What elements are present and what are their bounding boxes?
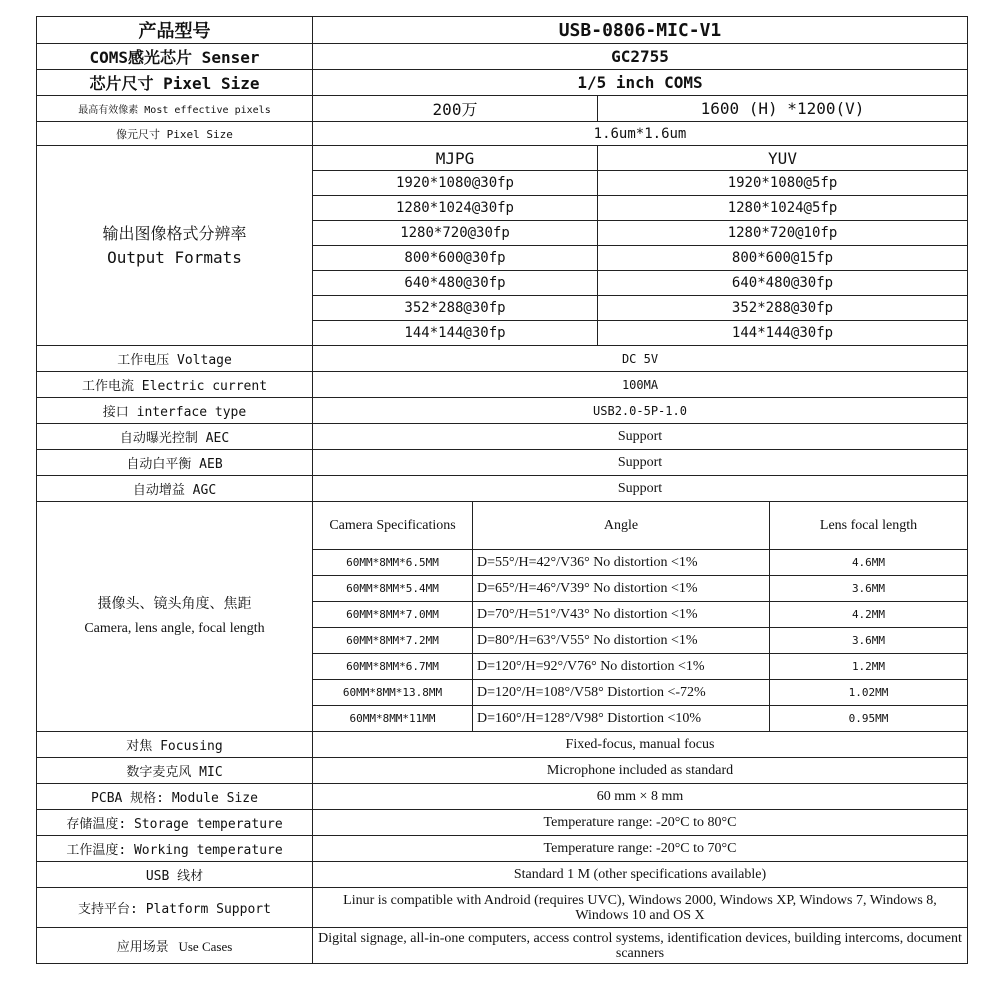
focusing-value: Fixed-focus, manual focus [313,732,968,758]
model-value: USB-0806-MIC-V1 [313,17,968,44]
use-cases-value: Digital signage, all-in-one computers, access control systems, identification devices, building intercoms, document scanners [313,928,968,964]
output-formats-header-row [37,146,968,171]
module-size-label: PCBA 规格: Module Size [37,784,313,810]
aeb-label: 自动白平衡 AEB [37,450,313,476]
row-agc [37,476,968,502]
camera-spec-cell: 60MM*8MM*13.8MM [313,680,473,706]
format-cell: 1280*1024@5fp [598,196,968,221]
voltage-label: 工作电压 Voltage [37,346,313,372]
camera-spec-cell: 60MM*8MM*6.7MM [313,654,473,680]
camera-angle-cell: D=120°/H=108°/V58° Distortion <-72% [473,680,770,706]
row-effective-pixels [37,96,968,122]
working-temp-label: 工作温度: Working temperature [37,836,313,862]
chip-size-label: 芯片尺寸 Pixel Size [37,70,313,96]
camera-spec-cell: 60MM*8MM*5.4MM [313,576,473,602]
camera-spec-cell: 60MM*8MM*7.2MM [313,628,473,654]
camera-label-en: Camera, lens angle, focal length [84,620,265,636]
camera-focal-cell: 3.6MM [770,628,968,654]
camera-focal-cell: 1.2MM [770,654,968,680]
use-cases-label-cn: 应用场景 [116,940,169,955]
camera-focal-cell: 4.6MM [770,550,968,576]
camera-label [37,502,313,732]
camera-angle-cell: D=55°/H=42°/V36° No distortion <1% [473,550,770,576]
module-size-value: 60 mm × 8 mm [313,784,968,810]
working-temp-value: Temperature range: -20°C to 70°C [313,836,968,862]
format-cell: 640*480@30fp [313,271,598,296]
format-cell: 800*600@30fp [313,246,598,271]
use-cases-label-en: Use Cases [178,939,233,954]
use-cases-label [37,928,313,964]
row-module-size [37,784,968,810]
effective-pixels-value-a: 200万 [313,96,598,122]
row-aeb [37,450,968,476]
pixel-size-label: 像元尺寸 Pixel Size [37,122,313,146]
camera-angle-cell: D=120°/H=92°/V76° No distortion <1% [473,654,770,680]
row-voltage [37,346,968,372]
output-formats-header-yuv: YUV [598,146,968,171]
format-cell: 144*144@30fp [313,321,598,346]
format-cell: 1920*1080@5fp [598,171,968,196]
camera-focal-cell: 3.6MM [770,576,968,602]
row-chip-size [37,70,968,96]
format-cell: 1280*720@30fp [313,221,598,246]
row-working-temp [37,836,968,862]
format-cell: 800*600@15fp [598,246,968,271]
camera-header-row [37,502,968,550]
output-formats-header-mjpg: MJPG [313,146,598,171]
effective-pixels-value-b: 1600 (H) *1200(V) [598,96,968,122]
camera-spec-cell: 60MM*8MM*7.0MM [313,602,473,628]
row-usb-cable [37,862,968,888]
row-sensor [37,44,968,70]
effective-pixels-label: 最高有效像素 Most effective pixels [37,96,313,122]
output-formats-label-en: Output Formats [107,247,242,267]
row-storage-temp [37,810,968,836]
row-interface [37,398,968,424]
platform-label: 支持平台: Platform Support [37,888,313,928]
row-focusing [37,732,968,758]
mic-value: Microphone included as standard [313,758,968,784]
format-cell: 1280*1024@30fp [313,196,598,221]
format-cell: 144*144@30fp [598,321,968,346]
camera-label-cn: 摄像头、镜头角度、焦距 [97,596,252,612]
interface-value: USB2.0-5P-1.0 [313,398,968,424]
row-current [37,372,968,398]
pixel-size-value: 1.6um*1.6um [313,122,968,146]
camera-angle-cell: D=65°/H=46°/V39° No distortion <1% [473,576,770,602]
format-cell: 352*288@30fp [313,296,598,321]
camera-header-focal: Lens focal length [770,502,968,550]
aec-label: 自动曝光控制 AEC [37,424,313,450]
format-cell: 1280*720@10fp [598,221,968,246]
model-label: 产品型号 [37,17,313,44]
row-aec [37,424,968,450]
current-value: 100MA [313,372,968,398]
row-mic [37,758,968,784]
sensor-value: GC2755 [313,44,968,70]
voltage-value: DC 5V [313,346,968,372]
row-model [37,17,968,44]
output-formats-label [37,146,313,346]
format-cell: 1920*1080@30fp [313,171,598,196]
platform-value: Linur is compatible with Android (requires UVC), Windows 2000, Windows XP, Windows 7, Windows 8, Windows 10 and OS X [313,888,968,928]
camera-header-spec: Camera Specifications [313,502,473,550]
camera-angle-cell: D=160°/H=128°/V98° Distortion <10% [473,706,770,732]
format-cell: 640*480@30fp [598,271,968,296]
sensor-label: COMS感光芯片 Senser [37,44,313,70]
camera-angle-cell: D=70°/H=51°/V43° No distortion <1% [473,602,770,628]
focusing-label: 对焦 Focusing [37,732,313,758]
agc-label: 自动增益 AGC [37,476,313,502]
camera-angle-cell: D=80°/H=63°/V55° No distortion <1% [473,628,770,654]
aec-value: Support [313,424,968,450]
aeb-value: Support [313,450,968,476]
camera-focal-cell: 1.02MM [770,680,968,706]
camera-focal-cell: 4.2MM [770,602,968,628]
camera-spec-cell: 60MM*8MM*11MM [313,706,473,732]
chip-size-value: 1/5 inch COMS [313,70,968,96]
output-formats-label-cn: 输出图像格式分辨率 [102,223,247,243]
agc-value: Support [313,476,968,502]
row-use-cases [37,928,968,964]
storage-temp-label: 存储温度: Storage temperature [37,810,313,836]
row-pixel-size [37,122,968,146]
spec-table [36,16,968,964]
usb-cable-label: USB 线材 [37,862,313,888]
camera-spec-cell: 60MM*8MM*6.5MM [313,550,473,576]
format-cell: 352*288@30fp [598,296,968,321]
camera-header-angle: Angle [473,502,770,550]
camera-focal-cell: 0.95MM [770,706,968,732]
current-label: 工作电流 Electric current [37,372,313,398]
usb-cable-value: Standard 1 M (other specifications available) [313,862,968,888]
interface-label: 接口 interface type [37,398,313,424]
row-platform [37,888,968,928]
storage-temp-value: Temperature range: -20°C to 80°C [313,810,968,836]
mic-label: 数字麦克风 MIC [37,758,313,784]
